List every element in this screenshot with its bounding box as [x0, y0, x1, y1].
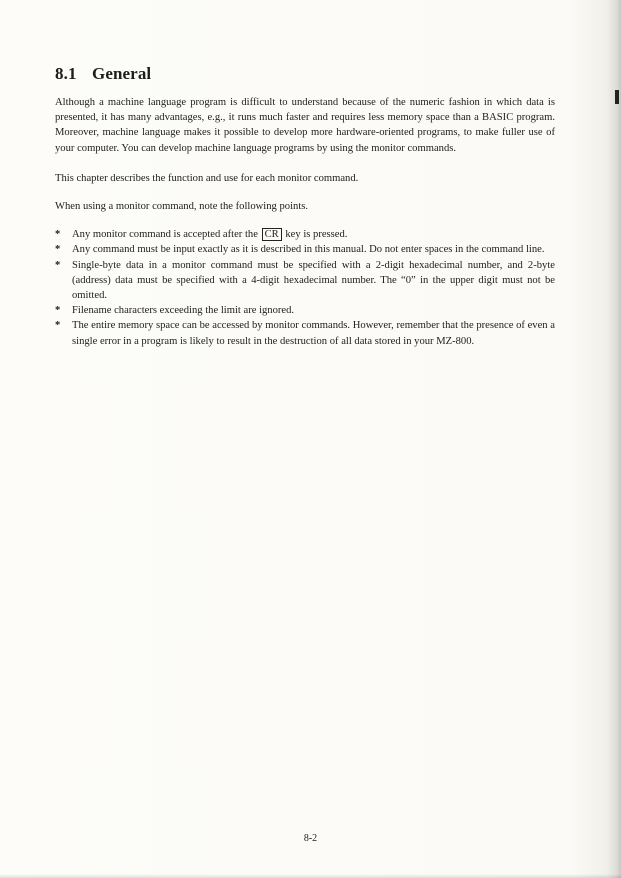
list-item: [55, 303, 555, 318]
bullet-marker: *: [55, 229, 61, 241]
notes-lead-paragraph: When using a monitor command, note the following points.: [55, 201, 309, 213]
chapter-description-paragraph: This chapter describes the function and use for each monitor command.: [55, 172, 359, 184]
list-item-text: Any monitor command is accepted after the: [72, 229, 258, 241]
scan-edge-mark: [615, 90, 619, 104]
list-item: [55, 258, 555, 304]
list-item: [55, 318, 555, 348]
section-number: 8.1: [55, 64, 77, 83]
list-item-text: The entire memory space can be accessed by monitor commands. However, remember that the presence of even a single error in a program is likely to result in the destruction of all data stored in your MZ-800.: [72, 320, 555, 347]
scan-edge-right: [607, 0, 621, 878]
cr-key-label: CR: [262, 228, 282, 241]
list-item: [55, 242, 555, 257]
bullet-marker: *: [55, 244, 61, 256]
bullet-marker: *: [55, 320, 61, 332]
page-content: [55, 95, 555, 349]
scan-edge-bottom: [0, 874, 621, 878]
list-item-text: key is pressed.: [285, 229, 348, 241]
list-item-text: Single-byte data in a monitor command must be specified with a 2-digit hexadecimal number, and 2-byte (address) data must be specified with a 4-digit hexadecimal number. The “0” in the upper digit must not be omitted.: [72, 259, 555, 302]
intro-paragraph: Although a machine language program is difficult to understand because of the numeric fashion in which data is presented, it has many advantages, e.g., it runs much faster and requires less memory space than a BASIC program. Moreover, machine language makes it possible to develop more hardware-oriented programs, to make fuller use of your computer. You can develop machine language programs by using the monitor commands.: [55, 97, 555, 154]
section-title: General: [92, 64, 152, 83]
section-heading: [55, 64, 151, 84]
page-number: 8-2: [303, 833, 318, 844]
bullet-marker: *: [55, 305, 61, 317]
notes-list: [55, 227, 555, 349]
list-item-text: Filename characters exceeding the limit are ignored.: [72, 305, 295, 317]
bullet-marker: *: [55, 259, 61, 271]
list-item-text: Any command must be input exactly as it is described in this manual. Do not enter spaces in the command line.: [72, 244, 545, 256]
list-item: [55, 227, 555, 242]
